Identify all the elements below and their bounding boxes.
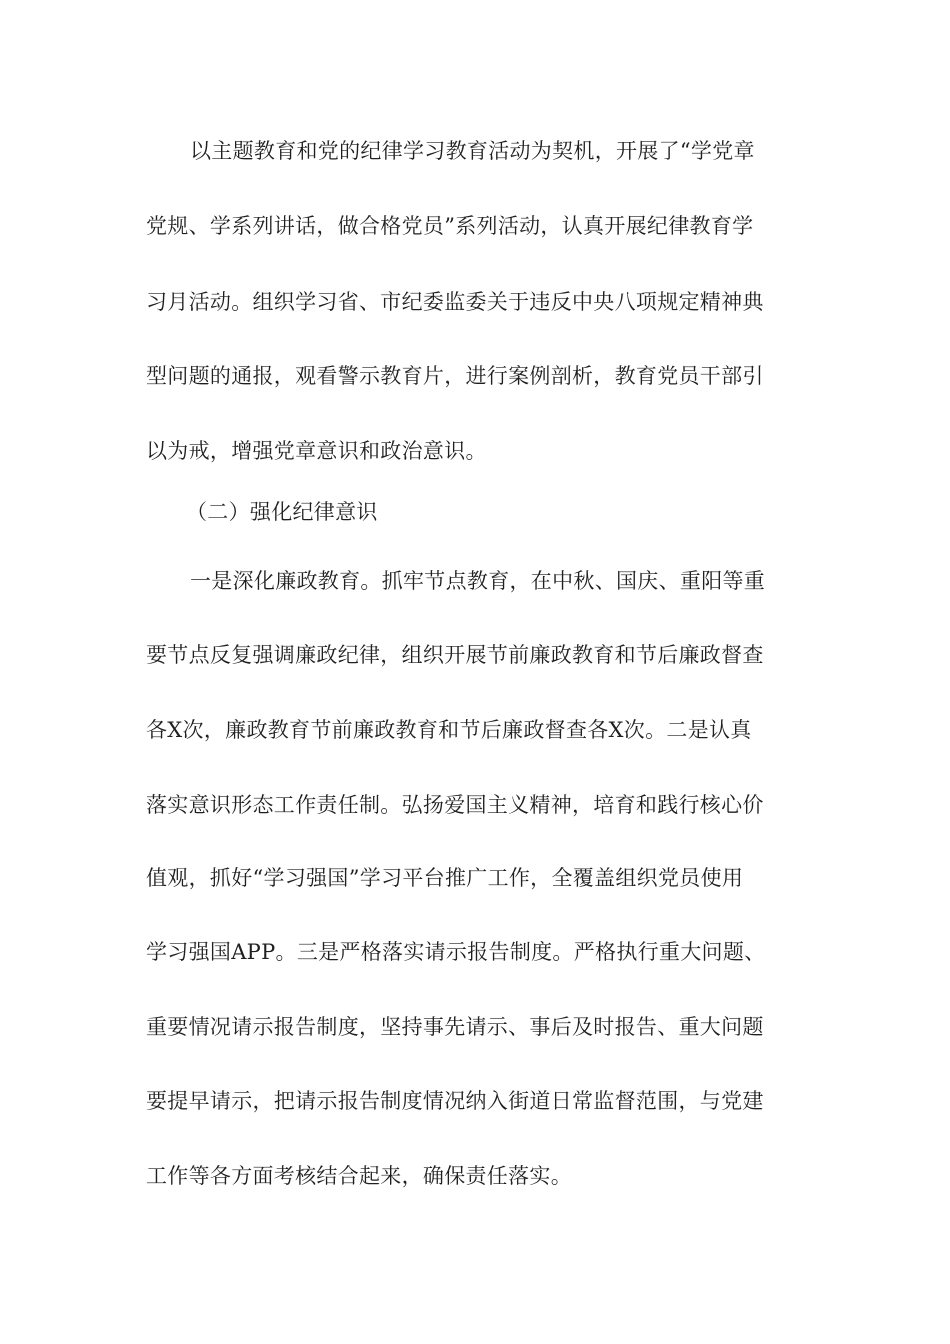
paragraph-2-line-4: 落实意识形态工作责任制。弘扬爱国主义精神，培育和践行核心价 xyxy=(146,793,764,817)
section-heading: （二）强化纪律意识 xyxy=(186,500,378,524)
paragraph-2-line-2: 要节点反复强调廉政纪律，组织开展节前廉政教育和节后廉政督查 xyxy=(146,643,764,667)
paragraph-2-line-8: 要提早请示，把请示报告制度情况纳入街道日常监督范围，与党建 xyxy=(146,1089,764,1113)
paragraph-1-line-3: 习月活动。组织学习省、市纪委监委关于违反中央八项规定精神典 xyxy=(146,290,764,314)
paragraph-2-line-9: 工作等各方面考核结合起来，确保责任落实。 xyxy=(146,1164,572,1188)
paragraph-1-line-2: 党规、学系列讲话，做合格党员”系列活动，认真开展纪律教育学 xyxy=(146,214,754,238)
paragraph-1-line-5: 以为戒，增强党章意识和政治意识。 xyxy=(146,439,487,463)
paragraph-2-line-6: 学习强国APP。三是严格落实请示报告制度。严格执行重大问题、 xyxy=(146,940,766,964)
paragraph-1-line-1: 以主题教育和党的纪律学习教育活动为契机，开展了“学党章 xyxy=(190,139,755,163)
paragraph-1-line-4: 型问题的通报，观看警示教育片，进行案例剖析，教育党员干部引 xyxy=(146,364,764,388)
paragraph-2-line-7: 重要情况请示报告制度，坚持事先请示、事后及时报告、重大问题 xyxy=(146,1015,764,1039)
paragraph-2-line-3: 各X次，廉政教育节前廉政教育和节后廉政督查各X次。二是认真 xyxy=(146,718,752,742)
paragraph-2-line-5: 值观，抓好“学习强国”学习平台推广工作，全覆盖组织党员使用 xyxy=(146,866,744,890)
paragraph-2-line-1: 一是深化廉政教育。抓牢节点教育，在中秋、国庆、重阳等重 xyxy=(190,569,766,593)
